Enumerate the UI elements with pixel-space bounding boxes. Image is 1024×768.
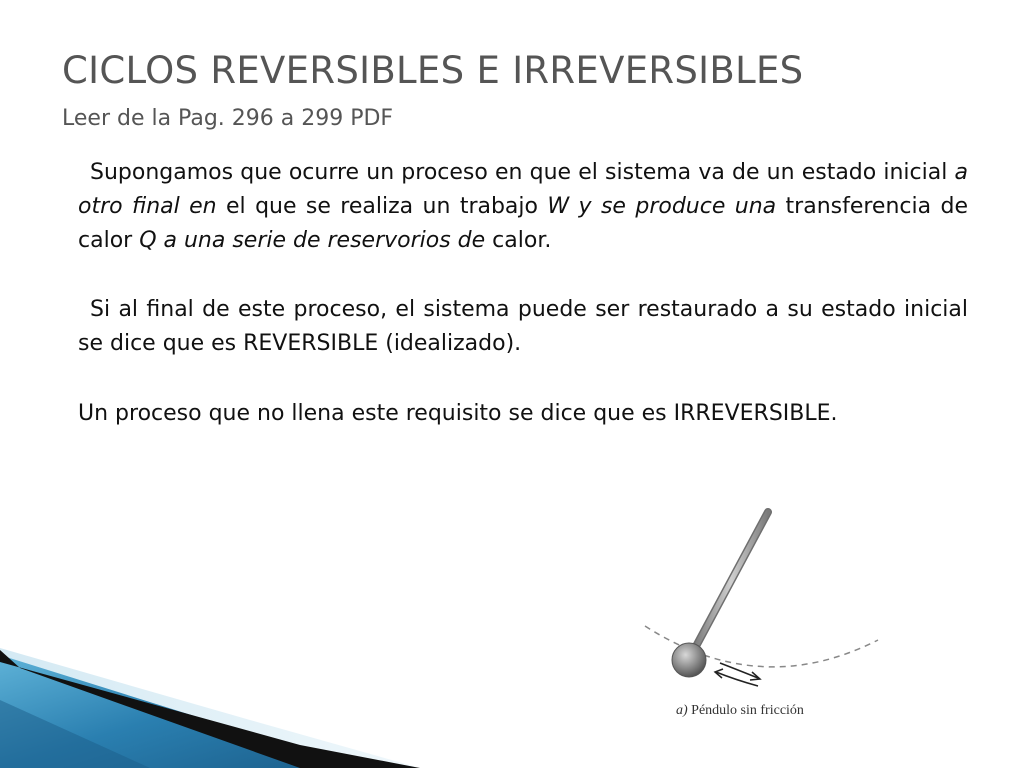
paragraph-process — [78, 156, 968, 258]
paragraph-process-text-e: transferencia de calor — [78, 194, 969, 253]
paragraph-process-italic-d: W y se produce una — [547, 194, 777, 219]
paragraph-process-text-g: calor. — [485, 228, 552, 253]
paragraph-process-italic-b: a otro final en — [78, 160, 968, 219]
pendulum-figure — [630, 500, 900, 730]
slide-subtitle: Leer de la Pag. 296 a 299 PDF — [62, 106, 394, 131]
pendulum-bob — [672, 643, 706, 677]
paragraph-irreversible: Un proceso que no llena este requisito se dice que es IRREVERSIBLE. — [78, 401, 838, 426]
paragraph-process-text-c: el que se realiza un trabajo — [216, 194, 548, 219]
figure-caption — [676, 703, 896, 719]
slide-title: CICLOS REVERSIBLES E IRREVERSIBLES — [62, 49, 804, 92]
paragraph-process-italic-f: Q a una serie de reservorios de — [139, 228, 486, 253]
slide-body — [78, 156, 968, 431]
caption-label: a) — [676, 703, 688, 718]
paragraph-reversible: Si al final de este proceso, el sistema puede ser restaurado a su estado inicial se dice que es REVERSIBLE (idealizado). — [78, 297, 968, 356]
caption-text: Péndulo sin fricción — [687, 703, 804, 718]
paragraph-process-text-a: Supongamos que ocurre un proceso en que el sistema va de un estado inicial — [90, 160, 955, 185]
motion-arrow-left — [716, 672, 758, 686]
